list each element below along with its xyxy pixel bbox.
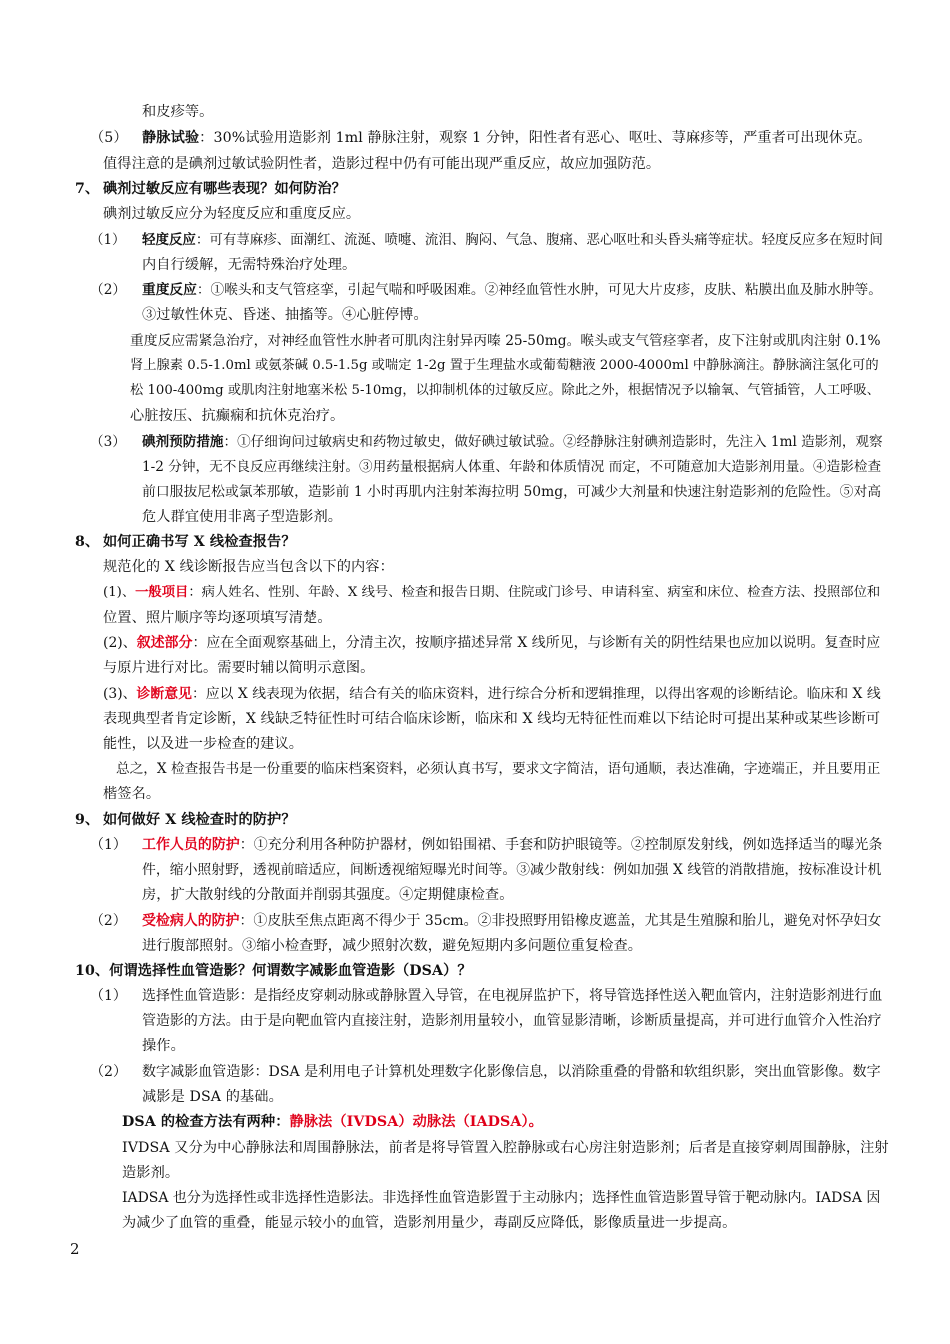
text-line: 和皮疹等。 [142, 104, 214, 120]
text-line: 1-2 分钟，无不良反应再继续注射。③用药量根据病人体重、年龄和体质情况 而定，不可随意加大造影剂用量。④造影检查 [142, 459, 882, 475]
text-line: 能性，以及进一步检查的建议。 [103, 736, 304, 752]
item-heading: 轻度反应 [142, 232, 196, 248]
question-heading [75, 532, 296, 552]
text-line: 为减少了血管的重叠，能显示较小的血管，造影剂用量少，毒副反应降低，影像质量进一步提高。 [122, 1215, 737, 1231]
item-text: ：①充分利用各种防护器材，例如铅围裙、手套和防护眼镜等。②控制原发射线，例如选择适当的曝光条 [239, 837, 883, 853]
list-item [90, 835, 882, 855]
list-item [90, 280, 882, 300]
list-item [90, 432, 883, 452]
question-number: 7、 [75, 181, 100, 197]
question-heading [75, 810, 296, 830]
item-heading: 重度反应 [142, 282, 197, 298]
item-heading: 静脉试验 [142, 130, 200, 146]
question-title: 如何做好 X 线检查时的防护？ [103, 812, 296, 828]
item-number: （2） [90, 913, 127, 929]
item-text: ：应在全面观察基础上，分清主次，按顺序描述异常 X 线所见，与诊断有关的阴性结果也应加以说明。复查时应 [192, 635, 881, 651]
dsa-heading [122, 1112, 543, 1132]
question-number: 8、 [75, 534, 100, 550]
item-heading: 诊断意见 [136, 686, 192, 702]
question-heading [75, 179, 346, 199]
list-item [103, 684, 881, 704]
question-heading: 10、何谓选择性血管造影？何谓数字减影血管造影（DSA）？ [75, 963, 472, 979]
list-item [90, 911, 881, 931]
item-heading: 碘剂预防措施 [142, 434, 224, 450]
text-line: 松 100-400mg 或肌肉注射地塞米松 5-10mg，以抑制机体的过敏反应。除此之外，根据情况予以输氧、气管插管，人工呼吸、 [130, 383, 880, 398]
text-line: 与原片进行对比。需要时辅以简明示意图。 [103, 660, 375, 676]
item-number: （3） [90, 434, 126, 450]
item-text: ：30%试验用造影剂 1ml 静脉注射，观察 1 分钟，阳性者有恶心、呕吐、荨麻疹等，严重者可出现休克。 [199, 130, 872, 146]
text-line: 心脏按压、抗癫痫和抗休克治疗。 [130, 408, 345, 424]
item-heading: 叙述部分 [136, 635, 193, 651]
list-item [90, 986, 882, 1006]
item-text: ：病人姓名、性别、年龄、X 线号、检查和报告日期、住院或门诊号、申请科室、病室和床位、检查方法、投照部位和 [188, 585, 881, 600]
text-line: 规范化的 X 线诊断报告应当包含以下的内容： [103, 559, 394, 575]
item-heading: 一般项目 [135, 585, 189, 600]
text-line: 值得注意的是碘剂过敏试验阴性者，造影过程中仍有可能出现严重反应，故应加强防范。 [103, 156, 661, 172]
item-heading: 受检病人的防护 [142, 913, 240, 929]
item-number: (3)、 [103, 686, 137, 702]
item-text: ：应以 X 线表现为依据，结合有关的临床资料，进行综合分析和逻辑推理，以得出客观的诊断结论。临床和 X 线 [191, 686, 881, 702]
item-text: ：可有荨麻疹、面潮红、流涎、喷嚏、流泪、胸闷、气急、腹痛、恶心呕吐和头昏头痛等症状。轻度反应多在短时间 [195, 232, 883, 248]
item-text: ：①喉头和支气管痉挛，引起气喘和呼吸困难。②神经血管性水肿，可见大片皮疹，皮肤、粘膜出血及肺水肿等。 [196, 282, 882, 298]
page-number: 2 [70, 1240, 80, 1258]
text-line: 肾上腺素 0.5-1.0ml 或氨茶碱 0.5-1.5g 或喘定 1-2g 置于生理盐水或葡萄糖液 2000-4000ml 中静脉滴注。静脉滴注氢化可的 [130, 358, 879, 373]
list-item [103, 633, 880, 653]
item-number: （5） [90, 130, 128, 146]
question-title: 碘剂过敏反应有哪些表现？如何防治？ [103, 181, 346, 197]
text-line: ③过敏性休克、昏迷、抽搐等。④心脏停博。 [142, 307, 428, 323]
text-line: 造影剂。 [122, 1165, 180, 1181]
item-text: 数字减影血管造影：DSA 是利用电子计算机处理数字化影像信息，以消除重叠的骨骼和软组织影，突出血管影像。数字 [142, 1064, 881, 1080]
item-text: 选择性血管造影：是指经皮穿刺动脉或静脉置入导管，在电视屏监护下，将导管选择性送入靶血管内，注射造影剂进行血 [142, 988, 883, 1004]
item-number: （1） [90, 988, 127, 1004]
item-number: （1） [90, 232, 126, 248]
text-line: 重度反应需紧急治疗，对神经血管性水肿者可肌肉注射异丙嗪 25-50mg。喉头或支气管痉挛者，皮下注射或肌肉注射 0.1% [130, 333, 881, 349]
text-line: IVDSA 又分为中心静脉法和周围静脉法，前者是将导管置入腔静脉或右心房注射造影剂；后者是直接穿刺周围静脉，注射 [122, 1140, 889, 1156]
text-line: 进行腹部照射。③缩小检查野，减少照射次数，避免短期内多问题位重复检查。 [142, 938, 643, 954]
item-number: (1)、 [103, 585, 136, 600]
text-line: 楷签名。 [103, 786, 161, 802]
text-line: 操作。 [142, 1038, 185, 1054]
item-heading: 工作人员的防护 [142, 837, 240, 853]
text-line: IADSA 也分为选择性或非选择性造影法。非选择性血管造影置于主动脉内；选择性血管造影置导管于靶动脉内。IADSA 因 [122, 1190, 881, 1206]
text-line: 总之，X 检查报告书是一份重要的临床档案资料，必须认真书写，要求文字简洁，语句通顺，表达准确，字迹端正，并且要用正 [116, 761, 881, 777]
text-line: 危人群宜使用非离子型造影剂。 [142, 509, 343, 525]
text-line: 碘剂过敏反应分为轻度反应和重度反应。 [103, 206, 361, 222]
text-line: 件，缩小照射野，透视前暗适应，间断透视缩短曝光时间等。③减少散射线：例如加强 X 线管的消散措施，按标准设计机 [142, 862, 882, 878]
list-item [103, 583, 880, 603]
item-number: （1） [90, 837, 127, 853]
text-line: 房，扩大散射线的分散面并削弱其强度。④定期健康检查。 [142, 887, 514, 903]
question-number: 9、 [75, 812, 100, 828]
text-line: 表现典型者肯定诊断，X 线缺乏特征性时可结合临床诊断，临床和 X 线均无特征性而难以下结论时可提出某种或某些诊断可 [103, 711, 881, 727]
item-text: ：①皮肤至焦点距离不得少于 35cm。②非投照野用铅橡皮遮盖，尤其是生殖腺和胎儿，避免对怀孕妇女 [239, 913, 882, 929]
dsa-methods: 静脉法（IVDSA）动脉法（IADSA）。 [289, 1114, 543, 1130]
list-item [90, 128, 872, 148]
text-line: 内自行缓解，无需特殊治疗处理。 [142, 257, 357, 273]
item-text: ：①仔细询问过敏病史和药物过敏史，做好碘过敏试验。②经静脉注射碘剂造影时，先注入 1ml 造影剂，观察 [223, 434, 883, 450]
list-item [90, 1062, 881, 1082]
question-title: 如何正确书写 X 线检查报告？ [103, 534, 296, 550]
dsa-heading-label: DSA 的检查方法有两种： [122, 1114, 290, 1130]
text-line: 减影是 DSA 的基础。 [142, 1089, 283, 1105]
text-line: 位置、照片顺序等均逐项填写清楚。 [103, 610, 332, 626]
text-line: 管造影的方法。由于是向靶血管内直接注射，造影剂用量较小，血管显影清晰，诊断质量提高，并可进行血管介入性治疗 [142, 1013, 882, 1029]
item-number: （2） [90, 282, 127, 298]
text-line: 前口服抜尼松或氯苯那敏，造影前 1 小时再肌内注射苯海拉明 50mg，可减少大剂量和快速注射造影剂的危险性。⑤对高 [142, 484, 882, 500]
item-number: (2)、 [103, 635, 137, 651]
list-item [90, 230, 883, 250]
item-number: （2） [90, 1064, 128, 1080]
